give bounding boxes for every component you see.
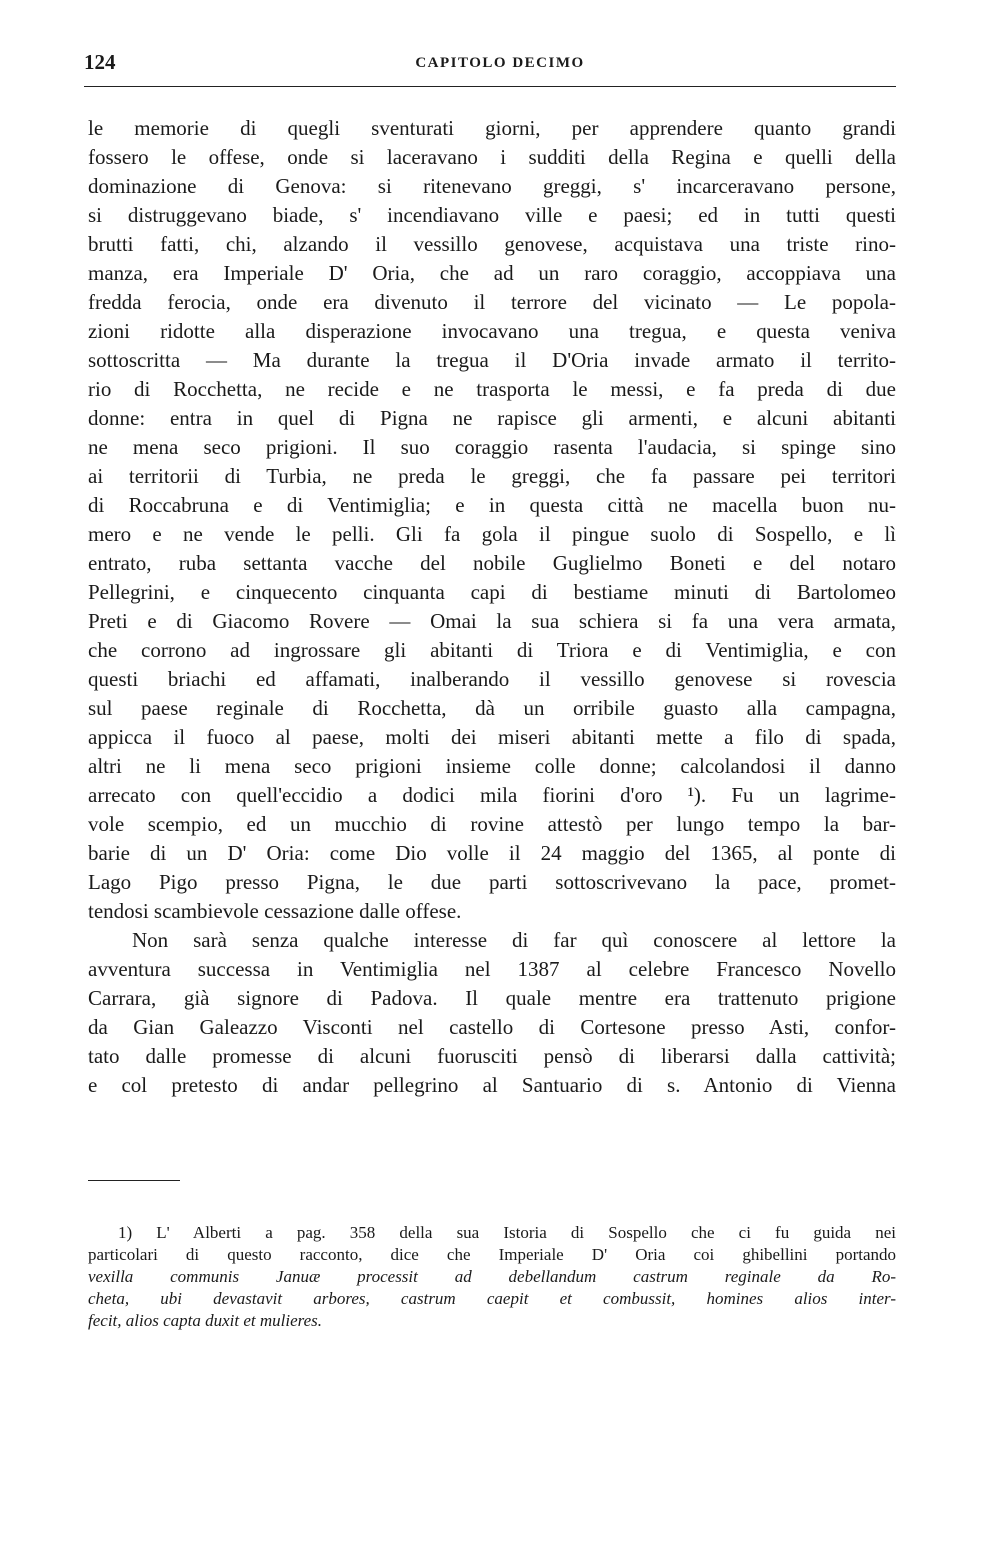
body-line: si distruggevano biade, s' incendiavano ville e paesi; ed in tutti questi <box>88 203 896 227</box>
body-line: e col pretesto di andar pellegrino al Santuario di s. Antonio di Vienna <box>88 1073 896 1097</box>
body-line: tendosi scambievole cessazione dalle offese. <box>88 899 462 923</box>
body-text <box>88 114 896 1100</box>
page-number: 124 <box>84 50 116 74</box>
footnote-line: fecit, alios capta duxit et mulieres. <box>88 1311 323 1330</box>
body-line: Lago Pigo presso Pigna, le due parti sottoscrivevano la pace, promet- <box>88 870 896 894</box>
footnote-line: 1) L' Alberti a pag. 358 della sua Istoria di Sospello che ci fu guida nei <box>118 1223 896 1242</box>
footnote-line: cheta, ubi devastavit arbores, castrum caepit et combussit, homines alios inter- <box>88 1289 896 1308</box>
body-line: questi briachi ed affamati, inalberando il vessillo genovese si rovescia <box>88 667 896 691</box>
body-line: fredda ferocia, onde era divenuto il terrore del vicinato — Le popola- <box>88 290 896 314</box>
body-line: ne mena seco prigioni. Il suo coraggio rasenta l'audacia, si spinge sino <box>88 435 896 459</box>
body-line: dominazione di Genova: si ritenevano greggi, s' incarceravano persone, <box>88 174 896 198</box>
body-line: avventura successa in Ventimiglia nel 1387 al celebre Francesco Novello <box>88 957 896 981</box>
footnotes <box>88 1222 896 1332</box>
body-line: entrato, ruba settanta vacche del nobile Guglielmo Boneti e del notaro <box>88 551 896 575</box>
body-line: tato dalle promesse di alcuni fuorusciti pensò di liberarsi dalla cattività; <box>88 1044 896 1068</box>
header-rule <box>84 86 896 87</box>
body-line: fossero le offese, onde si laceravano i sudditi della Regina e quelli della <box>88 145 896 169</box>
body-line: da Gian Galeazzo Visconti nel castello di Cortesone presso Asti, confor- <box>88 1015 896 1039</box>
body-line: brutti fatti, chi, alzando il vessillo genovese, acquistava una triste rino- <box>88 232 896 256</box>
footnote-line: particolari di questo racconto, dice che Imperiale D' Oria coi ghibellini portando <box>88 1245 896 1264</box>
footnote-line: vexilla communis Januæ processit ad debellandum castrum reginale da Ro- <box>88 1267 896 1286</box>
body-line: donne: entra in quel di Pigna ne rapisce gli armenti, e alcuni abitanti <box>88 406 896 430</box>
body-line: barie di un D' Oria: come Dio volle il 24 maggio del 1365, al ponte di <box>88 841 896 865</box>
body-line: di Roccabruna e di Ventimiglia; e in questa città ne macella buon nu- <box>88 493 896 517</box>
body-line: altri ne li mena seco prigioni insieme colle donne; calcolandosi il danno <box>88 754 896 778</box>
body-line: Preti e di Giacomo Rovere — Omai la sua schiera si fa una vera armata, <box>88 609 896 633</box>
body-line: vole scempio, ed un mucchio di rovine attestò per lungo tempo la bar- <box>88 812 896 836</box>
body-line: rio di Rocchetta, ne recide e ne trasporta le messi, e fa preda di due <box>88 377 896 401</box>
body-line: Non sarà senza qualche interesse di far quì conoscere al lettore la <box>132 928 896 952</box>
footnote-rule <box>88 1180 180 1181</box>
body-line: appicca il fuoco al paese, molti dei miseri abitanti mette a filo di spada, <box>88 725 896 749</box>
running-head: CAPITOLO DECIMO <box>415 55 585 71</box>
body-line: sul paese reginale di Rocchetta, dà un orribile guasto alla campagna, <box>88 696 896 720</box>
body-line: ai territorii di Turbia, ne preda le greggi, che fa passare pei territori <box>88 464 896 488</box>
body-line: manza, era Imperiale D' Oria, che ad un raro coraggio, accoppiava una <box>88 261 896 285</box>
body-line: sottoscritta — Ma durante la tregua il D'Oria invade armato il territo- <box>88 348 896 372</box>
body-line: Pellegrini, e cinquecento cinquanta capi di bestiame minuti di Bartolomeo <box>88 580 896 604</box>
body-line: che corrono ad ingrossare gli abitanti di Triora e di Ventimiglia, e con <box>88 638 896 662</box>
body-line: arrecato con quell'eccidio a dodici mila fiorini d'oro ¹). Fu un lagrime- <box>88 783 896 807</box>
body-line: mero e ne vende le pelli. Gli fa gola il pingue suolo di Sospello, e lì <box>88 522 896 546</box>
body-line: zioni ridotte alla disperazione invocavano una tregua, e questa veniva <box>88 319 896 343</box>
body-line: Carrara, già signore di Padova. Il quale mentre era trattenuto prigione <box>88 986 896 1010</box>
body-line: le memorie di quegli sventurati giorni, per apprendere quanto grandi <box>88 116 896 140</box>
